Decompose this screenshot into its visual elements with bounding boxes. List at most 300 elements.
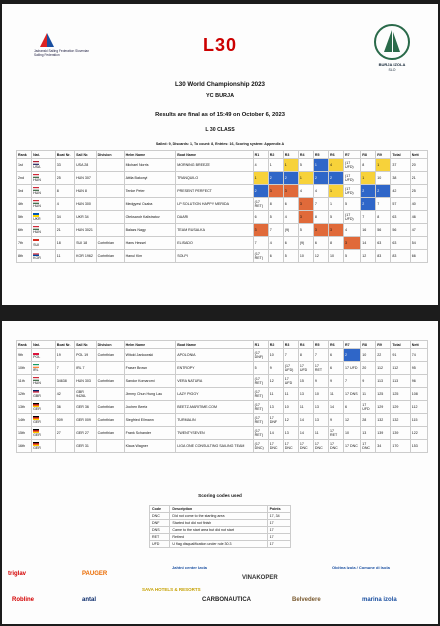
race-score-cell: 2: [283, 172, 298, 185]
column-header: R6: [328, 341, 343, 349]
race-score-cell: 7: [344, 375, 361, 388]
race-score-cell: 14: [298, 414, 313, 427]
sail-number-cell: HUN 3021: [75, 224, 97, 237]
column-header: R9: [376, 341, 391, 349]
race-score-cell: 5: [298, 224, 313, 237]
code-points: 17: [267, 534, 290, 541]
column-header: Boat Name: [176, 341, 253, 349]
rank-cell: 5th: [17, 211, 32, 224]
nett-cell: 112: [410, 401, 427, 414]
sail-number-cell: GER 31: [75, 440, 97, 453]
race-score-cell: 28: [361, 414, 376, 427]
race-score-cell: 6: [268, 250, 283, 263]
race-score-cell: 17 DNC: [298, 440, 313, 453]
race-score-cell: 7: [361, 211, 376, 224]
code-row: [150, 513, 291, 520]
sail-number-cell: IRL 7: [75, 362, 97, 375]
column-header: Rank: [17, 151, 32, 159]
code-description: Started but did not finish: [170, 520, 267, 527]
race-score-cell: 5: [283, 250, 298, 263]
column-header: R7: [344, 151, 361, 159]
table-row: [17, 375, 428, 388]
race-score-cell: 6: [283, 198, 298, 211]
table-row: [17, 237, 428, 250]
nett-cell: 46: [410, 211, 427, 224]
boat-number-cell: 009: [55, 414, 74, 427]
race-score-cell: 5: [253, 362, 268, 375]
sponsor-logo: SAVA HOTELS & RESORTS: [142, 587, 201, 592]
column-header: Boat Name: [176, 151, 253, 159]
boat-number-cell: 33: [55, 159, 74, 172]
boat-name-cell: LP SOLUTION HAPPY MERIDA: [176, 198, 253, 211]
helm-name-cell: Frank Schander: [124, 427, 176, 440]
total-cell: 42: [391, 185, 410, 198]
race-score-cell: 63: [376, 237, 391, 250]
division-cell: Corinthian: [96, 401, 124, 414]
race-score-cell: 3: [298, 211, 313, 224]
helm-name-cell: Attila Bakonyi: [124, 172, 176, 185]
sail-number-cell: USA 28: [75, 159, 97, 172]
race-score-cell: (17 RET): [253, 414, 268, 427]
race-score-cell: 1: [328, 185, 343, 198]
nat-cell: [32, 401, 56, 414]
nat-code: GER: [33, 433, 41, 438]
race-score-cell: 125: [376, 388, 391, 401]
codes-column-header: Code: [150, 506, 170, 513]
total-cell: 139: [391, 427, 410, 440]
column-header: R3: [283, 341, 298, 349]
race-score-cell: 132: [376, 414, 391, 427]
race-score-cell: 6: [313, 237, 328, 250]
boat-name-cell: ELISADO: [176, 237, 253, 250]
nett-cell: 108: [410, 388, 427, 401]
column-header: R6: [328, 151, 343, 159]
race-score-cell: 113: [376, 375, 391, 388]
race-score-cell: (17 RET): [253, 250, 268, 263]
boat-number-cell: 36: [55, 401, 74, 414]
nat-cell: [32, 185, 56, 198]
race-score-cell: 1: [376, 159, 391, 172]
nett-cell: 20: [410, 159, 427, 172]
race-score-cell: 9: [361, 375, 376, 388]
race-score-cell: 17 DNC: [328, 440, 343, 453]
code-row: [150, 520, 291, 527]
sail-number-cell: HUN 307: [75, 172, 97, 185]
class-title: L 30 CLASS: [205, 127, 235, 133]
nat-code: HUN: [33, 178, 41, 183]
race-score-cell: 14: [328, 401, 343, 414]
division-cell: Corinthian: [96, 250, 124, 263]
race-score-cell: 3: [344, 237, 361, 250]
table-row: [17, 414, 428, 427]
boat-number-cell: 8: [55, 185, 74, 198]
nat-cell: [32, 211, 56, 224]
boat-name-cell: TURMALIN: [176, 414, 253, 427]
race-score-cell: 17 UFD: [344, 362, 361, 375]
host-title: YC BURJA: [205, 93, 235, 99]
boat-number-cell: 18: [55, 237, 74, 250]
rank-cell: 15th: [17, 427, 32, 440]
results-page-2: [2, 321, 438, 624]
race-score-cell: (17 UFD): [283, 362, 298, 375]
race-score-cell: (17 DNF): [253, 349, 268, 362]
sponsor-logo: Jahtni center Izola: [172, 565, 207, 570]
race-score-cell: (9): [283, 224, 298, 237]
race-score-cell: 8: [268, 198, 283, 211]
race-score-cell: 12: [361, 250, 376, 263]
code-row: [150, 527, 291, 534]
race-score-cell: 34: [376, 440, 391, 453]
total-cell: 63: [391, 237, 410, 250]
nat-code: GER: [33, 420, 41, 425]
rank-cell: 7th: [17, 237, 32, 250]
table-row: [17, 427, 428, 440]
race-score-cell: 10: [298, 250, 313, 263]
race-score-cell: 13: [313, 401, 328, 414]
race-score-cell: 83: [376, 250, 391, 263]
division-cell: [96, 211, 124, 224]
race-score-cell: 11: [283, 388, 298, 401]
race-score-cell: 6: [344, 401, 361, 414]
scoring-codes-table: [149, 505, 291, 548]
boat-name-cell: PRESENT PERFECT: [176, 185, 253, 198]
division-cell: Corinthian: [96, 414, 124, 427]
nett-cell: 40: [410, 198, 427, 211]
division-cell: Corinthian: [96, 349, 124, 362]
race-score-cell: 13: [298, 388, 313, 401]
club-country: SLO: [388, 68, 396, 72]
race-score-cell: 2: [376, 185, 391, 198]
total-cell: 129: [391, 401, 410, 414]
sail-number-cell: HUN 300: [75, 198, 97, 211]
nat-code: HUN: [33, 230, 41, 235]
boat-number-cell: 19: [55, 349, 74, 362]
column-header: R3: [283, 151, 298, 159]
race-score-cell: 9: [328, 414, 343, 427]
race-score-cell: 7: [268, 224, 283, 237]
nat-code: HUN: [33, 381, 41, 386]
race-score-cell: (17 UFD): [344, 159, 361, 172]
race-score-cell: 7: [283, 349, 298, 362]
table-header-row: [17, 151, 428, 159]
race-score-cell: 17 RET: [313, 362, 328, 375]
table-header-row: [17, 341, 428, 349]
total-cell: 37: [391, 159, 410, 172]
table-row: [17, 440, 428, 453]
sponsor-logo: marina izola: [362, 597, 397, 603]
nat-code: GER: [33, 407, 41, 412]
race-score-cell: 2: [344, 349, 361, 362]
division-cell: [96, 362, 124, 375]
boat-number-cell: 34638: [55, 375, 74, 388]
race-score-cell: 17 DNC: [313, 440, 328, 453]
nat-cell: [32, 172, 56, 185]
code-description: Came to the start area but did not start: [170, 527, 267, 534]
race-score-cell: 4: [253, 159, 268, 172]
race-score-cell: 6: [328, 362, 343, 375]
helm-name-cell: Jochen Beetz: [124, 401, 176, 414]
boat-name-cell: DAARI: [176, 211, 253, 224]
helm-name-cell: Jimmy Chun Hung Lau: [124, 388, 176, 401]
sponsor-logo: antal: [82, 597, 97, 603]
sail-number-cell: GBR 9426L: [75, 388, 97, 401]
race-score-cell: 12: [313, 250, 328, 263]
boat-name-cell: LIGA ONE CONSULTING SAILING TEAM: [176, 440, 253, 453]
race-score-cell: 2: [361, 198, 376, 211]
nat-cell: [32, 375, 56, 388]
nett-cell: 95: [410, 362, 427, 375]
nat-code: IRL: [33, 368, 39, 373]
boat-name-cell: ENTROPY: [176, 362, 253, 375]
nett-cell: 74: [410, 349, 427, 362]
race-score-cell: 9: [268, 362, 283, 375]
race-score-cell: 4: [298, 185, 313, 198]
race-score-cell: 3: [283, 185, 298, 198]
column-header: R4: [298, 341, 313, 349]
race-score-cell: 7: [313, 198, 328, 211]
helm-name-cell: Medgyesi Csaba: [124, 198, 176, 211]
sail-number-cell: GER 009: [75, 414, 97, 427]
code-cell: DNF: [150, 520, 170, 527]
total-cell: 112: [391, 362, 410, 375]
race-score-cell: 8: [328, 237, 343, 250]
column-header: Nat.: [32, 151, 56, 159]
boat-name-cell: VERA NATURA: [176, 375, 253, 388]
race-score-cell: 4: [283, 211, 298, 224]
total-cell: 38: [391, 172, 410, 185]
division-cell: [96, 224, 124, 237]
code-description: Retired: [170, 534, 267, 541]
race-score-cell: 3: [268, 185, 283, 198]
race-score-cell: 17 DNC: [268, 440, 283, 453]
total-cell: 56: [391, 224, 410, 237]
race-score-cell: 10: [344, 427, 361, 440]
race-score-cell: (17 DNC): [253, 440, 268, 453]
final-note: Results are final as of 15:49 on October 6, 2023: [155, 112, 285, 118]
race-score-cell: 5: [268, 211, 283, 224]
race-score-cell: 1: [328, 198, 343, 211]
race-score-cell: 17 UFD: [361, 401, 376, 414]
race-score-cell: 10: [328, 250, 343, 263]
nett-cell: 21: [410, 172, 427, 185]
column-header: R2: [268, 341, 283, 349]
sail-number-cell: GER 36: [75, 401, 97, 414]
sponsor-logo: Robline: [12, 597, 34, 603]
sponsor-logo: Občina Izola / Comune di Isola: [332, 565, 390, 570]
helm-name-cell: Hanul Kim: [124, 250, 176, 263]
sponsor-logo: triglav: [8, 571, 27, 577]
code-description: Did not come to the starting area: [170, 513, 267, 520]
sponsor-logo: Belvedere: [292, 597, 321, 603]
race-score-cell: 11: [328, 388, 343, 401]
column-header: Nat.: [32, 341, 56, 349]
rank-cell: 12th: [17, 388, 32, 401]
race-score-cell: (17 RET): [253, 198, 268, 211]
code-row: [150, 534, 291, 541]
race-score-cell: 16: [361, 224, 376, 237]
race-score-cell: 17 RET: [328, 427, 343, 440]
helm-name-cell: Siegfried Ellmann: [124, 414, 176, 427]
boat-number-cell: 42: [55, 388, 74, 401]
total-cell: 113: [391, 375, 410, 388]
race-score-cell: 14: [268, 427, 283, 440]
column-header: Boat Nr.: [55, 341, 74, 349]
boat-number-cell: 7: [55, 362, 74, 375]
race-score-cell: 6: [253, 211, 268, 224]
race-score-cell: 7: [313, 349, 328, 362]
total-cell: 57: [391, 198, 410, 211]
table-row: [17, 250, 428, 263]
nat-cell: [32, 198, 56, 211]
division-cell: [96, 388, 124, 401]
column-header: Division: [96, 151, 124, 159]
rank-cell: 2nd: [17, 172, 32, 185]
code-row: [150, 541, 291, 548]
rank-cell: 16th: [17, 440, 32, 453]
division-cell: Corinthian: [96, 375, 124, 388]
column-header: Rank: [17, 341, 32, 349]
table-row: [17, 401, 428, 414]
nat-cell: [32, 224, 56, 237]
total-cell: 170: [391, 440, 410, 453]
nat-cell: [32, 349, 56, 362]
code-points: 17: [267, 541, 290, 548]
rank-cell: 10th: [17, 362, 32, 375]
event-title: L30 World Championship 2023: [175, 81, 265, 88]
race-score-cell: 4: [268, 237, 283, 250]
race-score-cell: (17 RET): [253, 427, 268, 440]
race-score-cell: 10: [283, 401, 298, 414]
race-score-cell: 3: [298, 198, 313, 211]
race-score-cell: 112: [376, 362, 391, 375]
table-row: [17, 224, 428, 237]
table-row: [17, 185, 428, 198]
column-header: R8: [361, 151, 376, 159]
column-header: Sail Nr.: [75, 341, 97, 349]
race-score-cell: 139: [376, 427, 391, 440]
nat-cell: [32, 237, 56, 250]
table-row: [17, 349, 428, 362]
division-cell: [96, 440, 124, 453]
code-cell: DNS: [150, 527, 170, 534]
column-header: Sail Nr.: [75, 151, 97, 159]
nat-code: HUN: [33, 191, 41, 196]
nat-code: USA: [33, 165, 41, 170]
federation-logo: [34, 32, 90, 62]
race-score-cell: 10: [313, 388, 328, 401]
sail-number-cell: UKR 34: [75, 211, 97, 224]
race-score-cell: 13: [283, 427, 298, 440]
total-cell: 132: [391, 414, 410, 427]
sponsor-logo: VINAKOPER: [242, 575, 278, 581]
race-score-cell: 10: [268, 349, 283, 362]
nat-code: KOR: [33, 256, 41, 261]
race-score-cell: 17 UFD: [283, 375, 298, 388]
table-row: [17, 388, 428, 401]
nett-cell: 25: [410, 185, 427, 198]
table-row: [17, 159, 428, 172]
column-header: R7: [344, 341, 361, 349]
nat-cell: [32, 440, 56, 453]
results-table-1: [16, 150, 428, 263]
race-score-cell: (17 UFD): [344, 185, 361, 198]
race-score-cell: 6: [283, 237, 298, 250]
race-score-cell: 5: [344, 250, 361, 263]
race-score-cell: 12: [344, 414, 361, 427]
race-score-cell: 8: [361, 159, 376, 172]
race-score-cell: 4: [328, 159, 343, 172]
race-score-cell: 129: [376, 401, 391, 414]
race-score-cell: 20: [361, 362, 376, 375]
boat-name-cell: SOLPI: [176, 250, 253, 263]
column-header: R5: [313, 341, 328, 349]
nat-cell: [32, 362, 56, 375]
race-score-cell: 1: [313, 159, 328, 172]
helm-name-cell: Michael Norris: [124, 159, 176, 172]
code-cell: DNC: [150, 513, 170, 520]
race-score-cell: 3: [253, 224, 268, 237]
rank-cell: 14th: [17, 414, 32, 427]
division-cell: Corinthian: [96, 237, 124, 250]
column-header: Boat Nr.: [55, 151, 74, 159]
sponsor-logo: PAUGER: [82, 571, 108, 577]
race-score-cell: 12: [268, 375, 283, 388]
division-cell: [96, 172, 124, 185]
nett-cell: 122: [410, 427, 427, 440]
race-score-cell: 13: [313, 414, 328, 427]
race-score-cell: 17 DNC: [361, 440, 376, 453]
boat-name-cell: LAZY PIGGY: [176, 388, 253, 401]
boat-name-cell: TWENTYSEVEN: [176, 427, 253, 440]
nat-cell: [32, 414, 56, 427]
race-score-cell: 8: [298, 349, 313, 362]
race-score-cell: 17 DNS: [344, 388, 361, 401]
race-score-cell: 13: [361, 427, 376, 440]
race-score-cell: 17 DNC: [283, 440, 298, 453]
boat-name-cell: TEAM RUSALKA: [176, 224, 253, 237]
sail-number-cell: SUI 18: [75, 237, 97, 250]
total-cell: 83: [391, 250, 410, 263]
nat-code: HUN: [33, 204, 41, 209]
race-score-cell: 1: [268, 159, 283, 172]
total-cell: 63: [391, 211, 410, 224]
nett-cell: 96: [410, 375, 427, 388]
boat-number-cell: [55, 440, 74, 453]
helm-name-cell: Hans Hessel: [124, 237, 176, 250]
column-header: Nett: [410, 151, 427, 159]
sponsor-logo: CARBONAUTICA: [202, 597, 251, 603]
rank-cell: 6th: [17, 224, 32, 237]
race-score-cell: 5: [298, 159, 313, 172]
boat-number-cell: 34: [55, 211, 74, 224]
nat-cell: [32, 427, 56, 440]
code-points: 17, 34: [267, 513, 290, 520]
race-score-cell: (17 RET): [253, 388, 268, 401]
race-score-cell: 4: [344, 224, 361, 237]
nat-cell: [32, 159, 56, 172]
column-header: Helm Name: [124, 341, 176, 349]
rank-cell: 9th: [17, 349, 32, 362]
race-score-cell: 56: [376, 224, 391, 237]
rank-cell: 4th: [17, 198, 32, 211]
boat-number-cell: 25: [55, 172, 74, 185]
column-header: Total: [391, 151, 410, 159]
sail-number-cell: HUN 8: [75, 185, 97, 198]
column-header: Helm Name: [124, 151, 176, 159]
boat-name-cell: BEETZ-MARITIME.COM: [176, 401, 253, 414]
rank-cell: 1st: [17, 159, 32, 172]
helm-name-cell: Sandor Komaromi: [124, 375, 176, 388]
